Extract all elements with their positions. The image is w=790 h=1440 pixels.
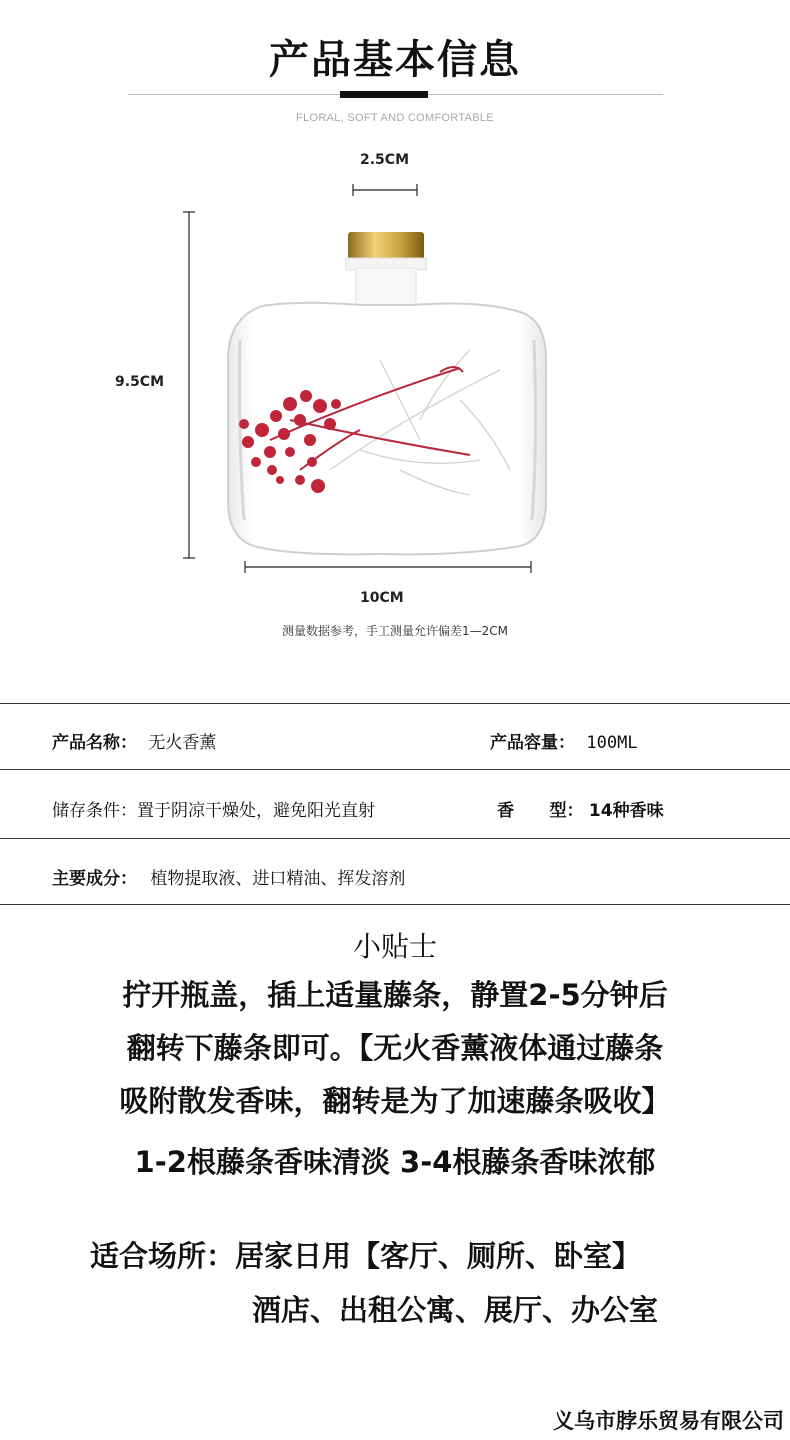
spec-name-value: 无火香薰 [148, 733, 217, 753]
spec-storage-row [52, 796, 375, 821]
tips-title: 小贴士 [352, 930, 437, 963]
diffuser-bottle-icon [228, 232, 546, 554]
spec-capacity-value: 100ML [586, 733, 638, 753]
dimension-line-height [183, 212, 195, 558]
places-label: 适合场所： [90, 1239, 236, 1273]
page-title: 产品基本信息 [269, 37, 521, 83]
tip-line: 吸附散发香味，翻转是为了加速藤条吸收】 [119, 1084, 671, 1118]
dimension-height: 9.5CM [115, 374, 165, 390]
spec-storage-value: 置于阴凉干燥处，避免阳光直射 [137, 801, 375, 821]
spec-scent-value: 14种香味 [588, 801, 664, 821]
dimension-line-top [353, 184, 417, 196]
places-row [90, 1234, 641, 1275]
table-divider [0, 904, 790, 905]
spec-capacity-label: 产品容量： [490, 733, 575, 753]
spec-name-row [52, 728, 216, 753]
spec-ingredients-label: 主要成分： [52, 869, 137, 889]
tip-line: 翻转下藤条即可。【无火香薰液体通过藤条 [126, 1031, 664, 1065]
tip-line: 拧开瓶盖，插上适量藤条，静置2-5分钟后 [122, 978, 668, 1012]
product-diagram [0, 0, 790, 620]
spec-storage-label: 储存条件： [52, 801, 137, 821]
spec-capacity-row [490, 728, 638, 753]
spec-name-label: 产品名称： [52, 733, 137, 753]
company-name: 义乌市脖乐贸易有限公司 [553, 1409, 784, 1433]
page-subtitle: FLORAL, SOFT AND COMFORTABLE [296, 112, 494, 124]
tip-line: 1-2根藤条香味清淡 3-4根藤条香味浓郁 [134, 1145, 656, 1179]
dimension-bottom-width: 10CM [360, 590, 404, 606]
spec-scent-label: 香 型： [497, 801, 584, 821]
table-divider [0, 838, 790, 839]
dimension-top-width: 2.5CM [360, 152, 410, 168]
places-line-2: 酒店、出租公寓、展厅、办公室 [252, 1293, 659, 1327]
places-line-1: 居家日用【客厅、厕所、卧室】 [235, 1239, 642, 1273]
table-divider [0, 769, 790, 770]
measurement-note: 测量数据参考，手工测量允许偏差1—2CM [281, 624, 508, 638]
spec-scent-row [497, 796, 664, 821]
gold-cap [348, 232, 424, 260]
spec-ingredients-value: 植物提取液、进口精油、挥发溶剂 [150, 869, 406, 889]
table-divider [0, 703, 790, 704]
dimension-line-bottom [245, 561, 531, 573]
spec-ingredients-row [52, 864, 405, 889]
